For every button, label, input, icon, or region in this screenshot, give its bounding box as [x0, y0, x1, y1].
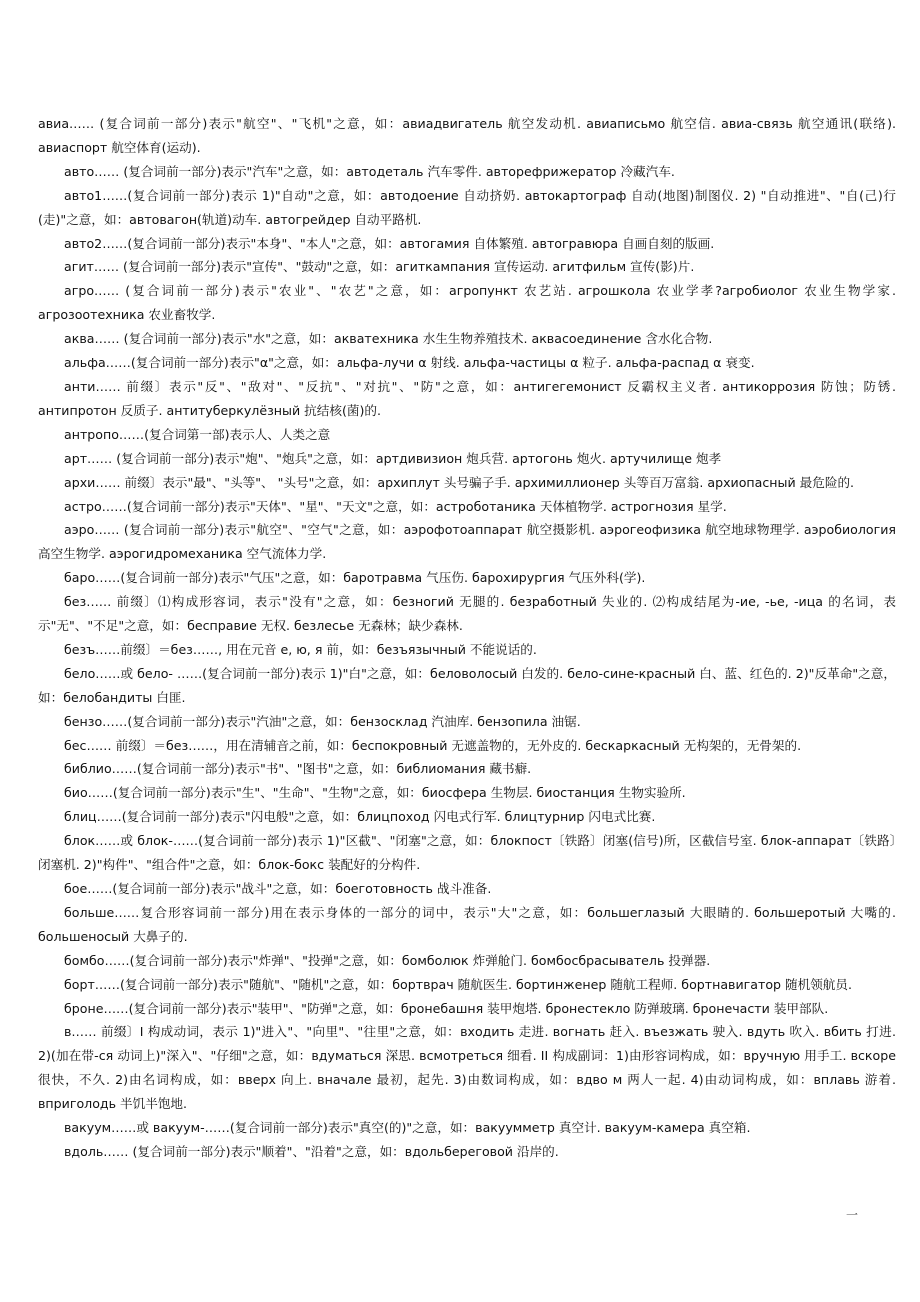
- entry-bes: бес…… 前缀〕＝без……，用在清辅音之前，如：беспокровный 无遮盖物的，无外皮的. бескаркасный 无构架的，无骨架的.: [64, 737, 802, 753]
- entry-bezy: безъ……前缀〕＝без……, 用在元音 е, ю, я 前，如：безъязычный 不能说话的.: [64, 641, 537, 657]
- entry-bort: борт……(复合词前一部分)表示"随航"、"随机"之意，如：бортврач 随航医生. бортинженер 随航工程师. бортнавигатор 随机领航员.: [64, 976, 853, 992]
- entry-blits: блиц……(复合词前一部分)表示"闪电般"之意，如：блицпоход 闪电式行军. блицтурнир 闪电式比赛.: [64, 809, 656, 825]
- entry-biblio: библио……(复合词前一部分)表示"书"、"图书"之意，如：библиомания 藏书癖.: [64, 761, 532, 777]
- entry-vakuum: вакуум……或 вакуум-……(复合词前一部分)表示"真空(的)"之意，如：вакуумметр 真空计. вакуум-камера 真空箱.: [64, 1120, 751, 1136]
- entry-alfa: альфа……(复合词前一部分)表示"α"之意，如：альфа-лучи α 射线. альфа-частицы α 粒子. альфа-распад α 衰变.: [64, 355, 755, 371]
- entry-benzo: бензо……(复合词前一部分)表示"汽油"之意，如：бензосклад 汽油库. бензопила 油锯.: [64, 713, 581, 729]
- entry-avto2: авто2……(复合词前一部分)表示"本身"、"本人"之意，如：автогамия 自体繁殖. автогравюра 自画自刻的版画.: [64, 235, 715, 251]
- document-body: [38, 112, 896, 1164]
- entry-aero: аэро…… (复合词前一部分)表示"航空"、"空气"之意，如：аэрофотоаппарат 航空摄影机. аэрогеофизика 航空地球物理学. аэробиология 高空生物学. аэрогидромеханика 空气流体力学.: [38, 522, 896, 562]
- entry-avia: авиа…… (复合词前一部分)表示"航空"、"飞机"之意，如：авиадвигатель 航空发动机. авиаписьмо 航空信. авиа-связь 航空通讯(联络). авиаспорт 航空体育(运动).: [38, 116, 896, 155]
- entry-bolshe: больше……复合形容词前一部分)用在表示身体的一部分的词中，表示"大"之意，如：большеглазый 大眼睛的. большеротый 大嘴的. большеносый 大鼻子的.: [38, 904, 896, 944]
- page-number: 一: [846, 1208, 859, 1222]
- entry-baro: баро……(复合词前一部分)表示"气压"之意，如：баротравма 气压伤. барохирургия 气压外科(学).: [64, 570, 646, 586]
- entry-vdol: вдоль…… (复合词前一部分)表示"顺着"、"沿着"之意，如：вдольбереговой 沿岸的.: [64, 1143, 559, 1159]
- entry-belo: бело……或 бело- ……(复合词前一部分)表示 1)"白"之意，如：беловолосый 白发的. бело-сине-красный 白、蓝、红色的. 2)"反革命"之意，如：белобандиты 白匪.: [38, 665, 896, 705]
- entry-brone: броне……(复合词前一部分)表示"装甲"、"防弹"之意，如：бронебашня 装甲炮塔. бронестекло 防弹玻璃. бронечасти 装甲部队.: [64, 1000, 829, 1016]
- entry-agro: агро…… (复合词前一部分)表示"农业"、"农艺"之意，如：агропункт 农艺站. агрошкола 农业学孝?агробиолог 农业生物学家. агрозоотехника 农业畜牧学.: [38, 283, 896, 323]
- entry-agit: агит…… (复合词前一部分)表示"宣传"、"鼓动"之意，如：агиткампания 宣传运动. агитфильм 宣传(影)片.: [64, 259, 695, 275]
- entry-astro: астро……(复合词前一部分)表示"天体"、"星"、"天文"之意，如：астроботаника 天体植物学. астрогнозия 星学.: [64, 498, 727, 514]
- entry-arkhi: архи…… 前缀〕表示"最"、"头等"、 "头号"之意，如：архиплут 头号骗子手. архимиллионер 头等百万富翁. архиопасный 最危险的.: [64, 474, 855, 490]
- entry-avto1: авто1……(复合词前一部分)表示 1)"自动"之意，如：автодоение 自动挤奶. автокартограф 自动(地图)制图仪. 2) "自动推进"、"自(己)行(走)"之意，如：автовагон(轨道)动车. автогрейдер 自动平路机.: [38, 187, 896, 227]
- entry-boe: бое……(复合词前一部分)表示"战斗"之意，如：боеготовность 战斗准备.: [64, 881, 492, 896]
- entry-blok: блок……或 блок-……(复合词前一部分)表示 1)"区截"、"闭塞"之意，如：блокпост〔铁路〕闭塞(信号)所，区截信号室. блок-аппарат〔铁路〕闭塞机. 2)"构件"、"组合件"之意，如：блок-бокс 装配好的分构件.: [38, 833, 896, 873]
- entry-bio: био……(复合词前一部分)表示"生"、"生命"、"生物"之意，如：биосфера 生物层. биостанция 生物实验所.: [64, 785, 686, 801]
- entry-antropo: антропо……(复合词第一部)表示人、人类之意: [64, 426, 331, 442]
- entry-akva: аква…… (复合词前一部分)表示"水"之意，如：акватехника 水生生物养殖技术. аквасоединение 含水化合物.: [64, 331, 713, 347]
- entry-avto: авто…… (复合词前一部分)表示"汽车"之意，如：автодеталь 汽车零件. авторефрижератор 冷藏汽车.: [64, 163, 675, 179]
- entry-anti: анти…… 前缀〕表示"反"、"敌对"、"反抗"、"对抗"、"防"之意，如：антигегемонист 反霸权主义者. антикоррозия 防蚀；防锈. антипротон 反质子. антитуберкулёзный 抗结核(菌)的.: [38, 378, 896, 418]
- entry-bombo: бомбо……(复合词前一部分)表示"炸弹"、"投弹"之意，如：бомболюк 炸弹舱门. бомбосбрасыватель 投弹器.: [64, 952, 711, 968]
- entry-bez: без…… 前缀〕⑴构成形容词，表示"没有"之意，如：безногий 无腿的. безработный 失业的. ⑵构成结尾为-ие, -ье, -ица 的名词，表示"无"、"不足"之意，如：бесправие 无权. безлесье 无森林；缺少森林.: [38, 594, 896, 634]
- entry-v: в…… 前缀〕I 构成动词，表示 1)"进入"、"向里"、"往里"之意，如：входить 走进. вогнать 赶入. въезжать 驶入. вдуть 吹入. вбить 打进. 2)(加在带-ся 动词上)"深入"、"仔细"之意，如：вдуматься 深思. всмотреться 细看. II 构成副词：1)由形容词构成，如：вручную 用手工. вскоре 很快，不久. 2)由名词构成，如：вверх 向上. вначале 最初，起先. 3)由数词构成，如：вдво м 两人一起. 4)由动词构成，如：вплавь 游着. вприголодь 半饥半饱地.: [38, 1024, 896, 1112]
- entry-art: арт…… (复合词前一部分)表示"炮"、"炮兵"之意，如：артдивизион 炮兵营. артогонь 炮火. артучилище 炮孝: [64, 450, 722, 466]
